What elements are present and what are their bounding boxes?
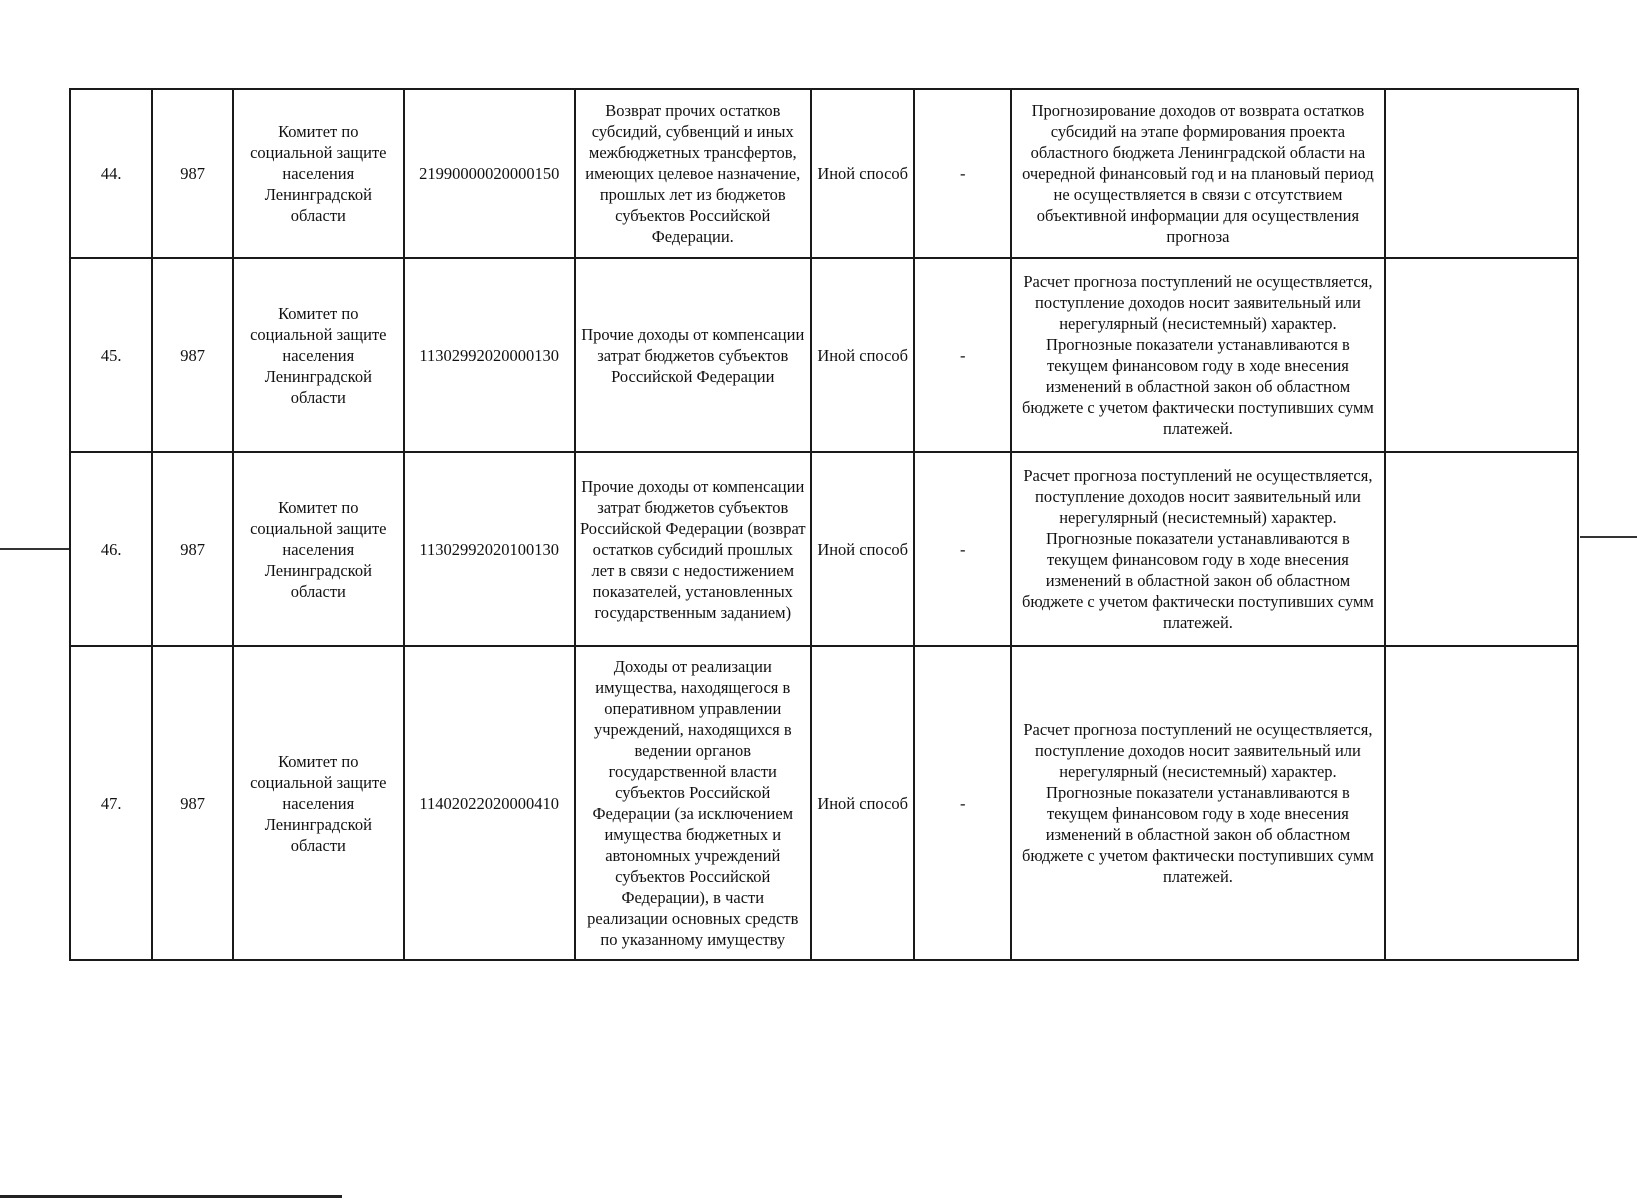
formula-cell: -	[914, 258, 1011, 452]
calculation-method: Иной способ	[811, 258, 915, 452]
calculation-method: Иной способ	[811, 646, 915, 960]
calculation-method: Иной способ	[811, 89, 915, 258]
formula-cell: -	[914, 452, 1011, 646]
budget-classification-code: 11402022020000410	[404, 646, 575, 960]
extra-cell	[1385, 89, 1578, 258]
scan-artifact-line	[0, 548, 70, 550]
administrator-code: 987	[152, 89, 232, 258]
table-row	[70, 89, 1578, 258]
administrator-name: Комитет по социальной защите населения Ленинградской области	[233, 452, 404, 646]
extra-cell	[1385, 258, 1578, 452]
administrator-code: 987	[152, 646, 232, 960]
budget-classification-code: 11302992020000130	[404, 258, 575, 452]
table-row	[70, 258, 1578, 452]
calculation-description: Прогнозирование доходов от возврата остатков субсидий на этапе формирования проекта областного бюджета Ленинградской области на очередной финансовый год и на плановый период не осуществляется в связи с отсутствием объективной информации для осуществления прогноза	[1011, 89, 1385, 258]
extra-cell	[1385, 452, 1578, 646]
row-number: 44.	[70, 89, 152, 258]
scan-artifact-line	[0, 1195, 342, 1198]
row-number: 47.	[70, 646, 152, 960]
income-type-name: Возврат прочих остатков субсидий, субвенций и иных межбюджетных трансфертов, имеющих целевое назначение, прошлых лет из бюджетов субъектов Российской Федерации.	[575, 89, 811, 258]
revenue-forecast-table	[69, 88, 1579, 961]
formula-cell: -	[914, 89, 1011, 258]
income-type-name: Доходы от реализации имущества, находящегося в оперативном управлении учреждений, находящихся в ведении органов государственной власти субъектов Российской Федерации (за исключением имущества бюджетных и автономных учреждений субъектов Российской Федерации), в части реализации основных средств по указанному имуществу	[575, 646, 811, 960]
formula-cell: -	[914, 646, 1011, 960]
table-row	[70, 646, 1578, 960]
budget-classification-code: 21990000020000150	[404, 89, 575, 258]
budget-classification-code: 11302992020100130	[404, 452, 575, 646]
calculation-method: Иной способ	[811, 452, 915, 646]
administrator-name: Комитет по социальной защите населения Ленинградской области	[233, 89, 404, 258]
income-type-name: Прочие доходы от компенсации затрат бюджетов субъектов Российской Федерации (возврат остатков субсидий прошлых лет в связи с недостижением показателей, установленных государственным заданием)	[575, 452, 811, 646]
extra-cell	[1385, 646, 1578, 960]
calculation-description: Расчет прогноза поступлений не осуществляется, поступление доходов носит заявительный или нерегулярный (несистемный) характер. Прогнозные показатели устанавливаются в текущем финансовом году в ходе внесения изменений в областной закон об областном бюджете с учетом фактически поступивших сумм платежей.	[1011, 258, 1385, 452]
scan-artifact-line	[1580, 536, 1637, 538]
income-type-name: Прочие доходы от компенсации затрат бюджетов субъектов Российской Федерации	[575, 258, 811, 452]
calculation-description: Расчет прогноза поступлений не осуществляется, поступление доходов носит заявительный или нерегулярный (несистемный) характер. Прогнозные показатели устанавливаются в текущем финансовом году в ходе внесения изменений в областной закон об областном бюджете с учетом фактически поступивших сумм платежей.	[1011, 646, 1385, 960]
table-row	[70, 452, 1578, 646]
row-number: 45.	[70, 258, 152, 452]
administrator-name: Комитет по социальной защите населения Ленинградской области	[233, 646, 404, 960]
calculation-description: Расчет прогноза поступлений не осуществляется, поступление доходов носит заявительный или нерегулярный (несистемный) характер. Прогнозные показатели устанавливаются в текущем финансовом году в ходе внесения изменений в областной закон об областном бюджете с учетом фактически поступивших сумм платежей.	[1011, 452, 1385, 646]
row-number: 46.	[70, 452, 152, 646]
administrator-code: 987	[152, 452, 232, 646]
administrator-code: 987	[152, 258, 232, 452]
administrator-name: Комитет по социальной защите населения Ленинградской области	[233, 258, 404, 452]
